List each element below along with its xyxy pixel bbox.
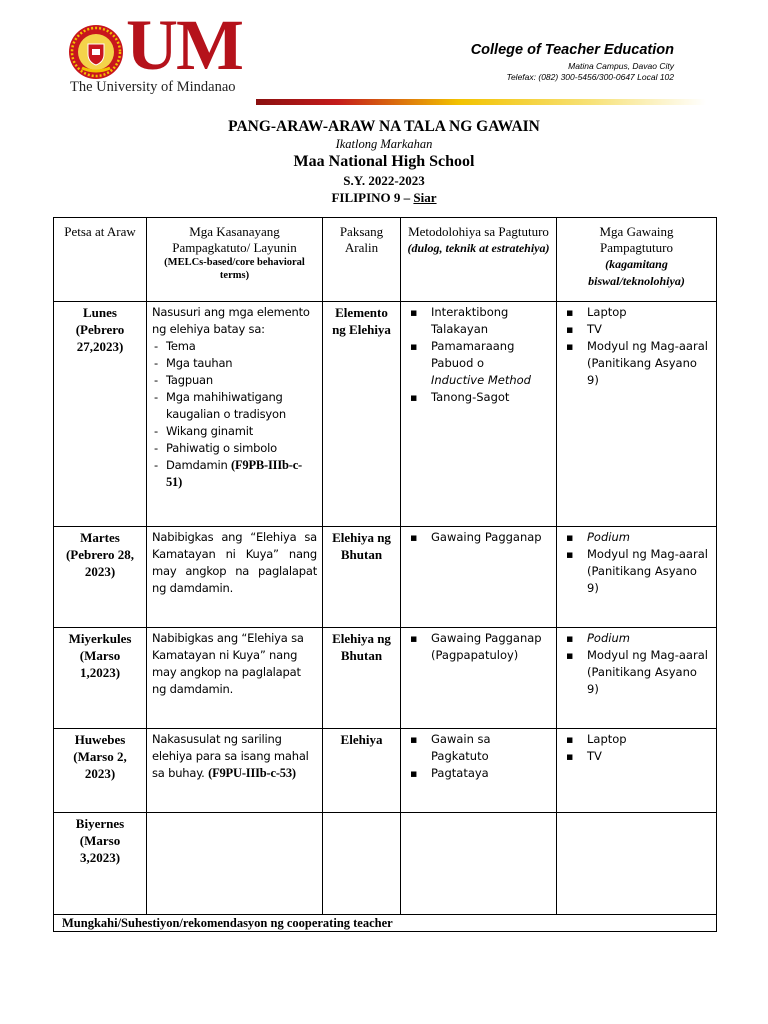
list-item: ▪ Gawain sa Pagkatuto bbox=[406, 731, 551, 765]
header-activities-note: (kagamitang biswal/teknolohiya) bbox=[588, 257, 685, 288]
list-item: ▪ Pagtataya bbox=[406, 765, 551, 782]
list-item: ▪ Modyul ng Mag-aaral (Panitikang Asyano 9) bbox=[562, 338, 711, 389]
table-row bbox=[54, 302, 717, 527]
header-method-note: (dulog, teknik at estratehiya) bbox=[407, 241, 550, 255]
campus-address: Matina Campus, Davao City bbox=[568, 61, 674, 71]
topic-cell: Elemento ng Elehiya bbox=[323, 302, 401, 527]
suggestion-row bbox=[54, 915, 717, 932]
objective-cell: Nakasusulat ng sariling elehiya para sa isang mahal sa buhay. (F9PU-IIIb-c-53) bbox=[147, 729, 323, 813]
lesson-plan-table bbox=[53, 217, 717, 932]
header-date: Petsa at Araw bbox=[54, 218, 147, 302]
table-row bbox=[54, 527, 717, 628]
topic-cell: Elehiya ng Bhutan bbox=[323, 628, 401, 729]
method-cell bbox=[401, 729, 557, 813]
telefax: Telefax: (082) 300-5456/300-0647 Local 102 bbox=[506, 72, 674, 82]
objective-cell: Nasusuri ang mga elemento ng elehiya batay sa: - Tema - Mga tauhan - Tagpuan - Mga mahihiwatigang kaugalian o tradisyon - Wikang ginamit - Pahiwatig o simbolo - Damdamin (F9PB-IIIb-c-51) bbox=[147, 302, 323, 527]
list-item: ▪ TV bbox=[562, 748, 711, 765]
melc-code: (F9PU-IIIb-c-53) bbox=[208, 766, 296, 780]
university-seal-icon bbox=[68, 24, 124, 80]
suggestion-label: Mungkahi/Suhestiyon/rekomendasyon ng cooperating teacher bbox=[54, 915, 717, 932]
day-cell: Biyernes (Marso 3,2023) bbox=[54, 813, 147, 915]
topic-cell: Elehiya bbox=[323, 729, 401, 813]
day-cell: Martes (Pebrero 28, 2023) bbox=[54, 527, 147, 628]
table-row bbox=[54, 813, 717, 915]
table-row bbox=[54, 628, 717, 729]
university-logo: UM bbox=[126, 5, 242, 85]
method-cell bbox=[401, 527, 557, 628]
materials-cell bbox=[557, 527, 717, 628]
objective-cell bbox=[147, 813, 323, 915]
materials-cell bbox=[557, 628, 717, 729]
list-item: - Pahiwatig o simbolo bbox=[152, 440, 317, 457]
objective-cell: Nabibigkas ang “Elehiya sa Kamatayan ni Kuya” nang may angkop na paglalapat ng damdamin. bbox=[147, 527, 323, 628]
header-divider bbox=[256, 99, 706, 105]
list-item: ▪ Gawaing Pagganap (Pagpapatuloy) bbox=[406, 630, 551, 664]
materials-cell bbox=[557, 729, 717, 813]
day-cell: Lunes (Pebrero 27,2023) bbox=[54, 302, 147, 527]
subject-line bbox=[0, 190, 768, 206]
header-objectives: Mga Kasanayang Pampagkatuto/ Layunin (MELCs-based/core behavioral terms) bbox=[147, 218, 323, 302]
objective-cell: Nabibigkas ang “Elehiya sa Kamatayan ni Kuya” nang may angkop na paglalapat ng damdamin. bbox=[147, 628, 323, 729]
header-activities: Mga Gawaing Pampagtuturo (kagamitang biswal/teknolohiya) bbox=[557, 218, 717, 302]
list-item: - Tema bbox=[152, 338, 317, 355]
header-objectives-note: (MELCs-based/core behavioral terms) bbox=[164, 257, 305, 281]
list-item: - Mga tauhan bbox=[152, 355, 317, 372]
list-item: ▪ Pamamaraang Pabuod o Inductive Method bbox=[406, 338, 551, 389]
method-cell bbox=[401, 302, 557, 527]
list-item: ▪ Modyul ng Mag-aaral (Panitikang Asyano 9) bbox=[562, 546, 711, 597]
list-item: ▪ Laptop bbox=[562, 304, 711, 321]
school-name: Maa National High School bbox=[293, 153, 475, 170]
list-item: ▪ Tanong-Sagot bbox=[406, 389, 551, 406]
university-name: The University of Mindanao bbox=[70, 79, 236, 95]
list-item: ▪ Gawaing Pagganap bbox=[406, 529, 551, 546]
header-topic: Paksang Aralin bbox=[323, 218, 401, 302]
college-name: College of Teacher Education bbox=[470, 42, 674, 58]
list-item: ▪ Modyul ng Mag-aaral (Panitikang Asyano 9) bbox=[562, 647, 711, 698]
list-item: - Tagpuan bbox=[152, 372, 317, 389]
subject-label: FILIPINO 9 – bbox=[331, 190, 414, 205]
table-header-row bbox=[54, 218, 717, 302]
list-item: - Mga mahihiwatigang kaugalian o tradisyon bbox=[152, 389, 317, 423]
quarter-label: Ikatlong Markahan bbox=[335, 137, 433, 151]
method-cell bbox=[401, 813, 557, 915]
materials-cell bbox=[557, 302, 717, 527]
list-item: ▪ Laptop bbox=[562, 731, 711, 748]
header-method: Metodolohiya sa Pagtuturo (dulog, teknik at estratehiya) bbox=[401, 218, 557, 302]
section-name: Siar bbox=[413, 190, 437, 205]
day-cell: Huwebes (Marso 2, 2023) bbox=[54, 729, 147, 813]
list-item: ▪ Podium bbox=[562, 630, 711, 647]
materials-cell bbox=[557, 813, 717, 915]
day-cell: Miyerkules (Marso 1,2023) bbox=[54, 628, 147, 729]
school-year: S.Y. 2022-2023 bbox=[343, 173, 425, 188]
melc-code: (F9PB-IIIb-c-51) bbox=[166, 458, 303, 489]
table-row bbox=[54, 729, 717, 813]
list-item: - Damdamin (F9PB-IIIb-c-51) bbox=[152, 457, 317, 491]
list-item: ▪ Interaktibong Talakayan bbox=[406, 304, 551, 338]
list-item: - Wikang ginamit bbox=[152, 423, 317, 440]
document-title: PANG-ARAW-ARAW NA TALA NG GAWAIN bbox=[228, 118, 540, 135]
element-list bbox=[152, 338, 317, 491]
topic-cell: Elehiya ng Bhutan bbox=[323, 527, 401, 628]
list-item: ▪ Podium bbox=[562, 529, 711, 546]
topic-cell bbox=[323, 813, 401, 915]
list-item: ▪ TV bbox=[562, 321, 711, 338]
method-cell bbox=[401, 628, 557, 729]
